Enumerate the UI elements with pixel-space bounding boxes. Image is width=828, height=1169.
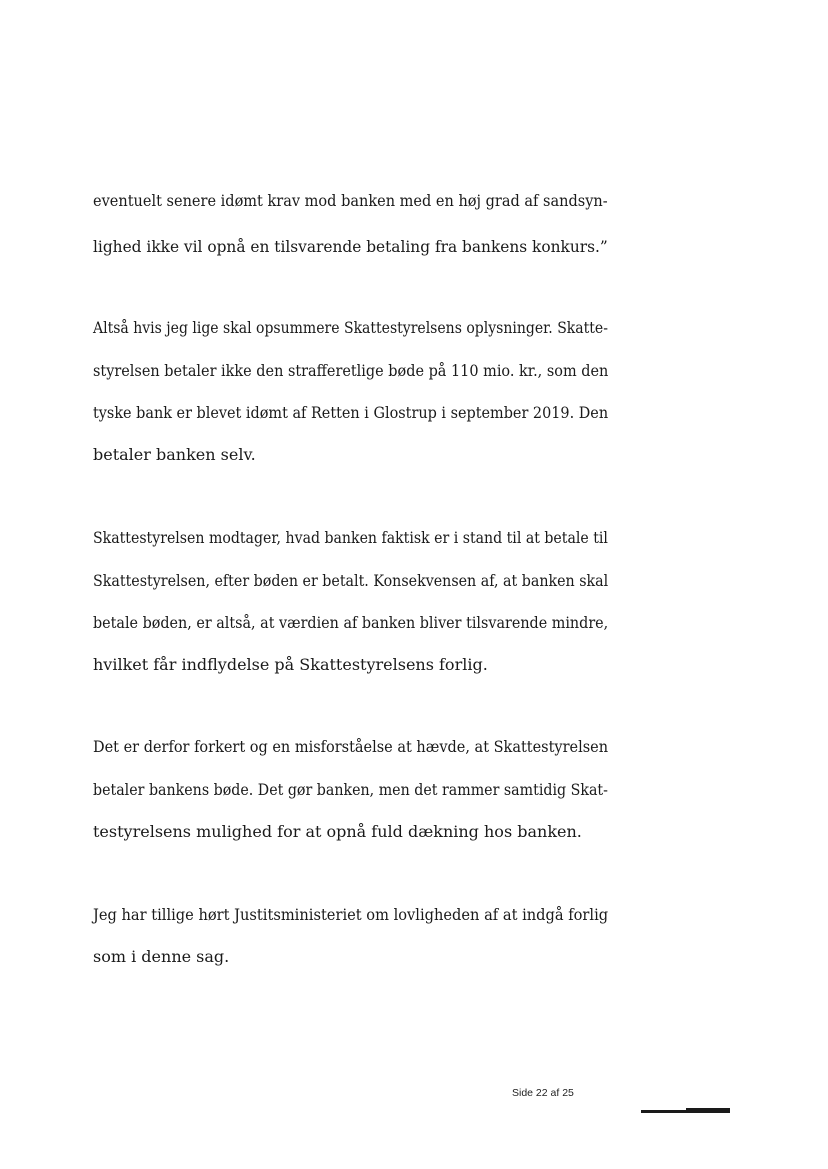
text-line: tyske bank er blevet idømt af Retten i Glostrup i september 2019. Den [93, 403, 609, 422]
text-line: som i denne sag. [93, 947, 230, 966]
text-line: eventuelt senere idømt krav mod banken med en høj grad af sandsyn- [93, 191, 608, 210]
text-line: testyrelsens mulighed for at opnå fuld dækning hos banken. [93, 822, 582, 841]
text-line: betaler banken selv. [93, 445, 256, 464]
text-line: Skattestyrelsen modtager, hvad banken faktisk er i stand til at betale til [93, 528, 608, 547]
text-line: Skattestyrelsen, efter bøden er betalt. Konsekvensen af, at banken skal [93, 571, 609, 590]
text-line: Det er derfor forkert og en misforståelse at hævde, at Skattestyrelsen [93, 737, 609, 756]
text-line: betale bøden, er altså, at værdien af banken bliver tilsvarende mindre, [93, 613, 609, 632]
text-line: hvilket får indflydelse på Skattestyrelsens forlig. [93, 655, 488, 674]
text-line: Jeg har tillige hørt Justitsministeriet om lovligheden af at indgå forlig [93, 905, 609, 924]
text-line: styrelsen betaler ikke den strafferetlige bøde på 110 mio. kr., som den [93, 361, 609, 380]
text-line: Altså hvis jeg lige skal opsummere Skattestyrelsens oplysninger. Skatte- [93, 318, 608, 337]
text-line: betaler bankens bøde. Det gør banken, men det rammer samtidig Skat- [93, 780, 608, 799]
page-number: Side 22 af 25 [512, 1087, 574, 1099]
text-line: lighed ikke vil opnå en tilsvarende betaling fra bankens konkurs.” [93, 237, 608, 256]
footer-rule-accent [686, 1108, 730, 1113]
